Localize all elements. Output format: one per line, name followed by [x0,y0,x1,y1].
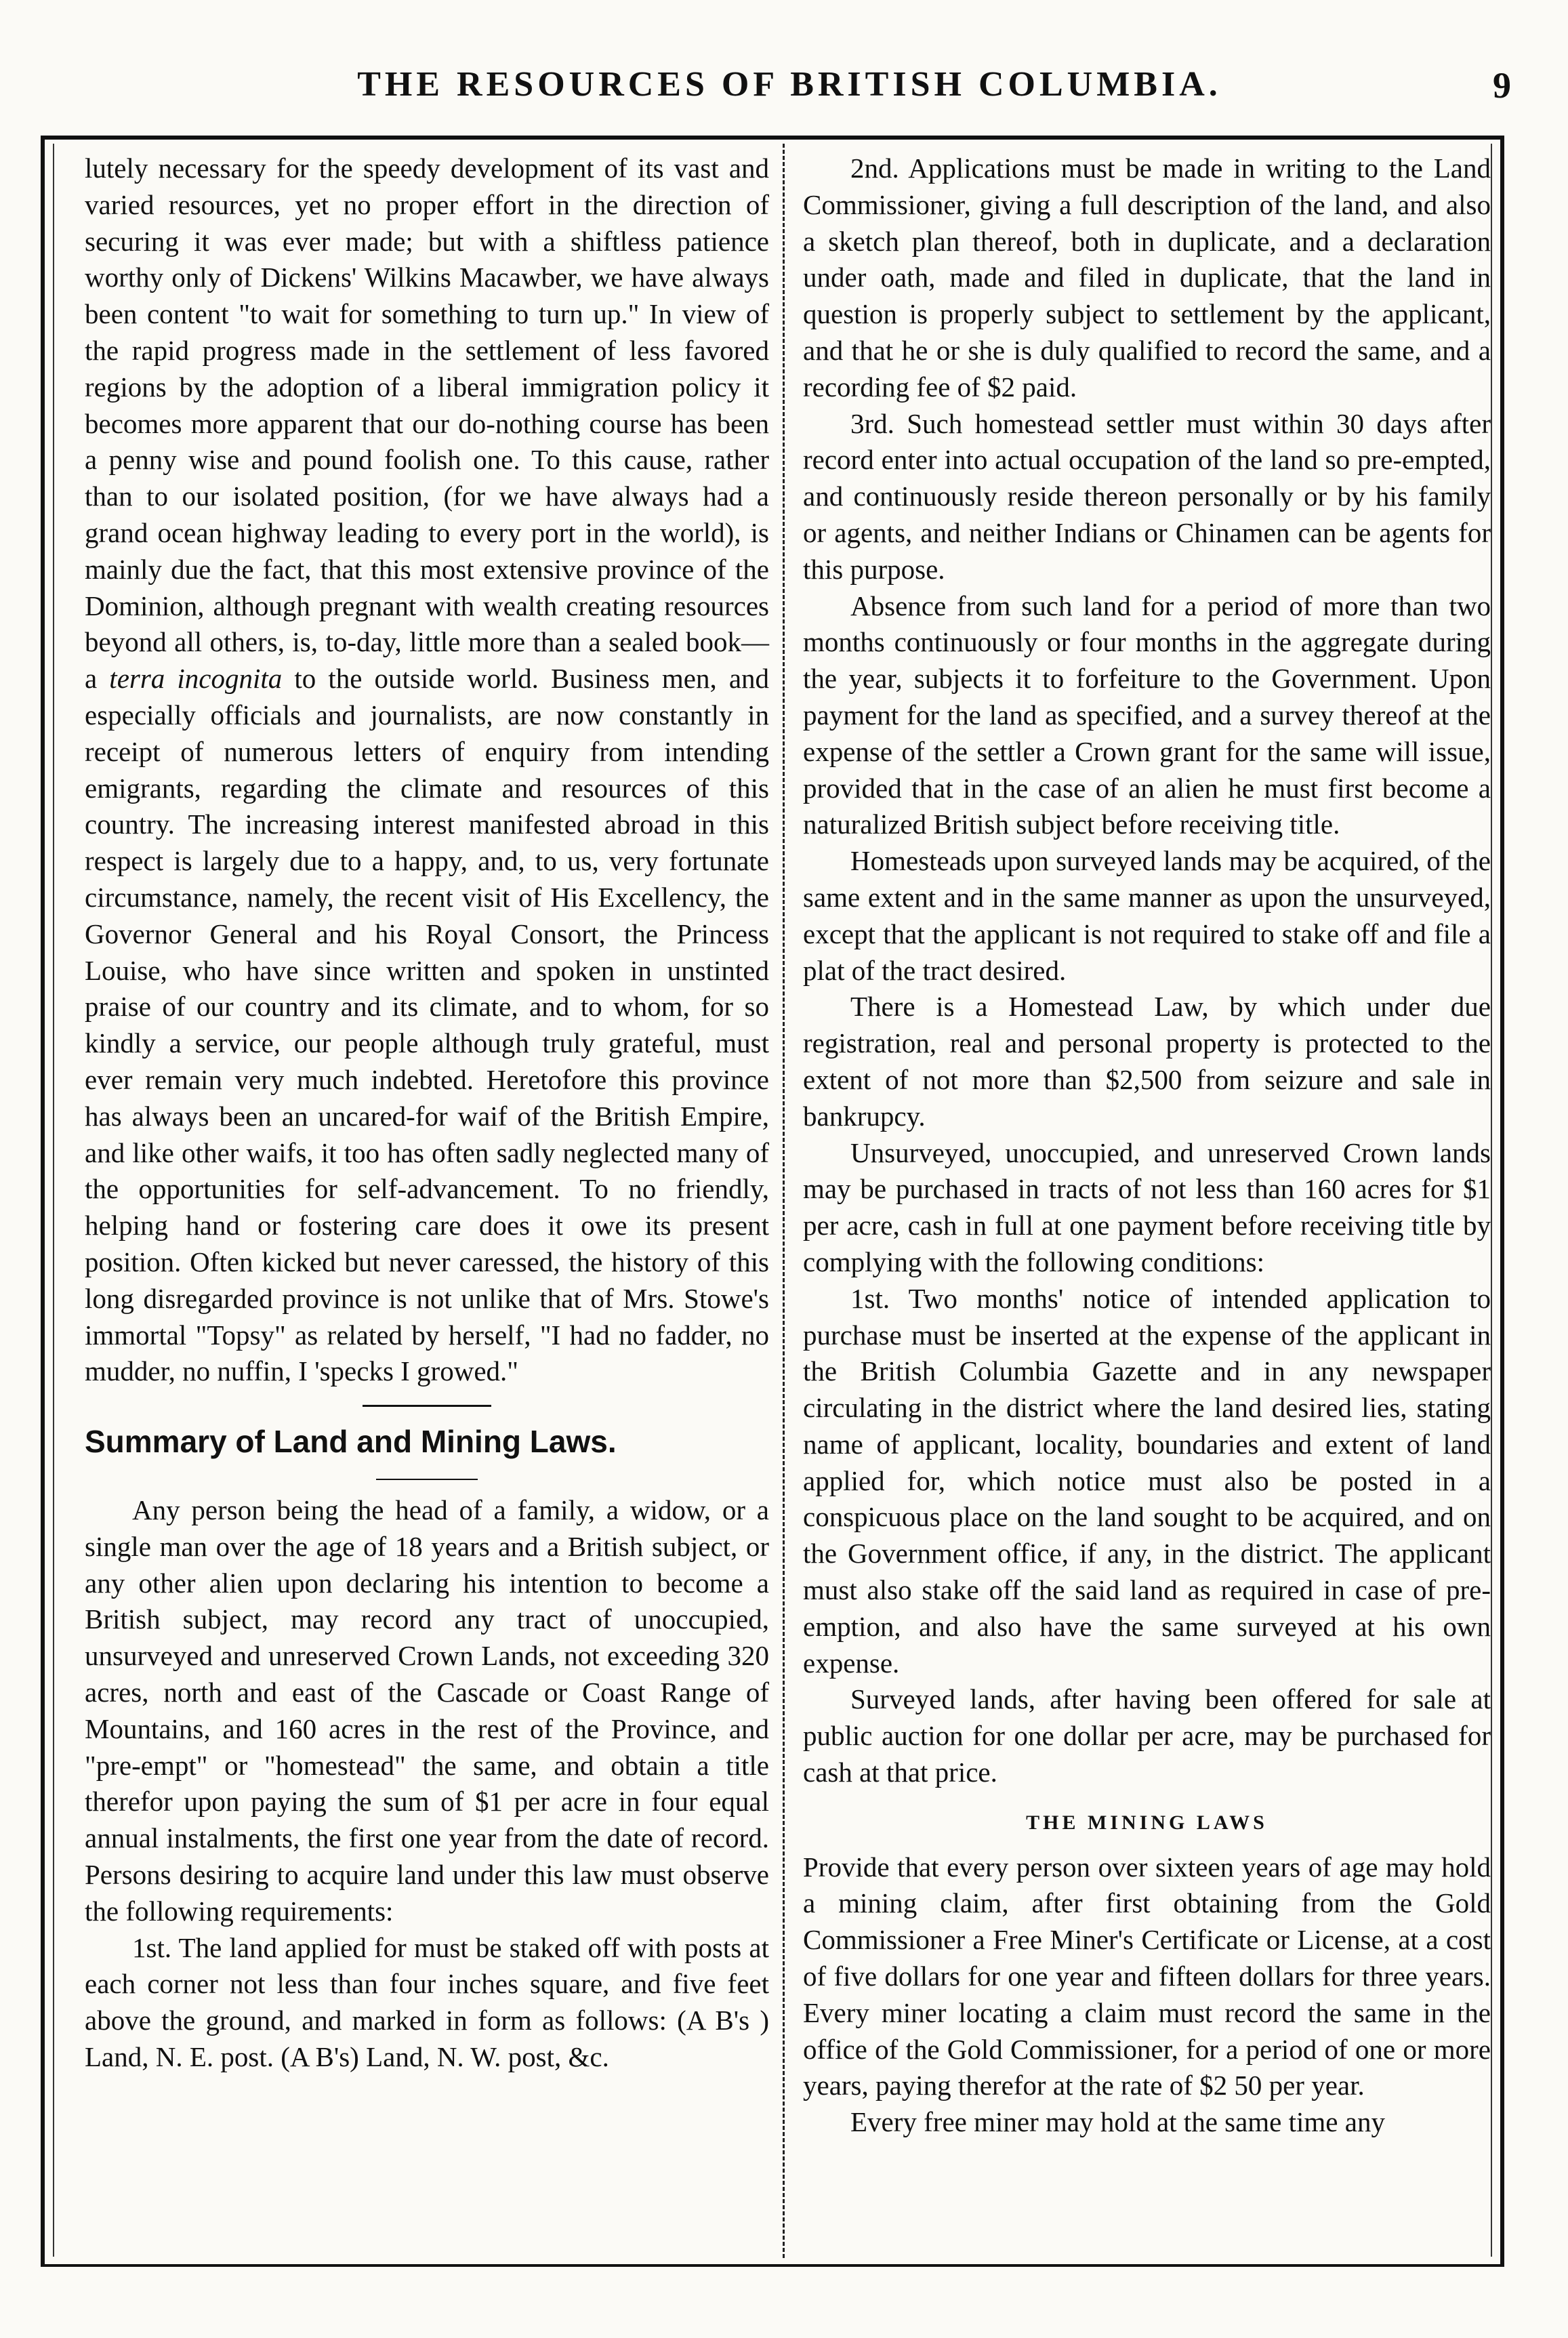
running-head [61,64,1518,125]
paragraph: Every free miner may hold at the same time any [850,2106,1385,2138]
left-column [85,150,769,2076]
heading-rule [376,1479,478,1480]
paragraph: 1st. The land applied for must be staked off with posts at each corner not less than four inches square, and five feet above the ground, and marked in form as follows: (A B's ) Land, N. E. post. (A B's) Land, N. W. post, &c. [85,1931,769,2073]
paragraph: Homesteads upon surveyed lands may be acquired, of the same extent and in the same manner as upon the unsurveyed, except that the applicant is not required to stake off and file a plat of the tract desired. [803,845,1491,986]
subheading: THE MINING LAWS [1026,1811,1268,1834]
paragraph: 2nd. Applications must be made in writing to the Land Commissioner, giving a full description of the land, and also a sketch plan thereof, both in duplicate, and a declaration under oath, made and filed in duplicate, that the land in question is properly subject to settlement by the applicant, and that he or she is duly qualified to record the same, and a recording fee of $2 paid. [803,152,1491,403]
paragraph: There is a Homestead Law, by which under due registration, real and personal property is protected to the extent of not more than $2,500 from seizure and sale in bankrupcy. [803,991,1491,1132]
column-divider [783,144,785,2258]
paragraph: Surveyed lands, after having been offered for sale at public auction for one dollar per acre, may be purchased for cash at that price. [803,1683,1491,1788]
paragraph: Unsurveyed, unoccupied, and unreserved Crown lands may be purchased in tracts of not less than 160 acres for $1 per acre, cash in full at one payment before receiving title by complying with the following conditions: [803,1136,1491,1277]
paragraph: 3rd. Such homestead settler must within 30 days after record enter into actual occupation of the land so pre-empted, and continuously reside thereon personally or by his family or agents, and neither Indians or Chinamen can be agents for this purpose. [803,407,1491,585]
paragraph: Provide that every person over sixteen years of age may hold a mining claim, after first obtaining from the Gold Commissioner a Free Miner's Certificate or License, at a cost of five dollars for one year and fifteen dollars for three years. Every miner locating a claim must record the same in the office of the Gold Commissioner, for a period of one or more years, paying therefor at the rate of $2 50 per year. [803,1851,1491,2101]
text-run: to the outside world. Business men, and especially officials and journalists, are now constantly in receipt of numerous letters of enquiry from intending emigrants, regarding the climate and resources of this country. The increasing interest manifested abroad in this respect is largely due to a happy, and, to us, very fortunate circumstance, namely, the recent visit of His Excellency, the Governor General and his Royal Consort, the Princess Louise, who have since written and spoken in unstinted praise of our country and its climate, and to whom, for so kindly a service, our people although truly grateful, must ever remain very much indebted. Heretofore this province has always been an uncared-for waif of the British Empire, and like other waifs, it too has often sadly neglected many of the opportunities for self-advancement. To no friendly, helping hand or fostering care does it owe its present position. Often kicked but never caressed, the history of this long disregarded province is not unlike that of Mrs. Stowe's immortal "Topsy" as related by herself, "I had no fadder, no mudder, no nuffin, I 'specks I growed." [85,663,770,1387]
right-column [803,150,1491,2141]
italic-phrase: terra incognita [109,663,283,695]
paragraph: Any person being the head of a family, a widow, or a single man over the age of 18 years and a British subject, or any other alien upon declaring his intention to become a British subject, may record any tract of unoccupied, unsurveyed and unreserved Crown Lands, not exceeding 320 acres, north and east of the Cascade or Coast Range of Mountains, and 160 acres in the rest of the Province, and "pre-empt" or "homestead" the same, and obtain a title therefor upon paying the sum of $1 per acre in four equal annual instalments, the first one year from the date of record. Persons desiring to acquire land under this law must observe the following requirements: [85,1494,769,1927]
page-title: THE RESOURCES OF BRITISH COLUMBIA. [357,65,1222,104]
paragraph: Absence from such land for a period of more than two months continuously or four months in the aggregate during the year, subjects it to forfeiture to the Government. Upon payment for the land as specified, and a survey thereof at the expense of the settler a Crown grant for the same will issue, provided that in the case of an alien he must first become a naturalized British subject before receiving title. [803,590,1491,840]
page-number: 9 [1493,65,1511,106]
text-run: lutely necessary for the speedy development of its vast and varied resources, yet no proper effort in the direction of securing it was ever made; but with a shiftless patience worthy only of Dickens' Wilkins Macawber, we have always been content "to wait for something to turn up." In view of the rapid progress made in the settlement of less favored regions by the adoption of a liberal immigration policy it becomes more apparent that our do-nothing course has been a penny wise and pound foolish one. To this cause, rather than to our isolated position, (for we have always had a grand ocean highway leading to every port in the world), is mainly due the fact, that this most extensive province of the Dominion, although pregnant with wealth creating resources beyond all others, is, to-day, little more than a sealed book—a [85,152,769,695]
paragraph [85,150,769,1390]
section-rule [363,1405,491,1407]
section-heading: Summary of Land and Mining Laws. [85,1424,617,1460]
paragraph: 1st. Two months' notice of intended application to purchase must be inserted at the expense of the applicant in the British Columbia Gazette and in any newspaper circulating in the district where the land desired lies, stating name of applicant, locality, boundaries and extent of land applied for, which notice must also be posted in a conspicuous place on the land sought to be acquired, and on the Government office, if any, in the district. The applicant must also stake off the said land as required in case of pre-emption, and also have the same surveyed at his own expense. [803,1282,1491,1679]
